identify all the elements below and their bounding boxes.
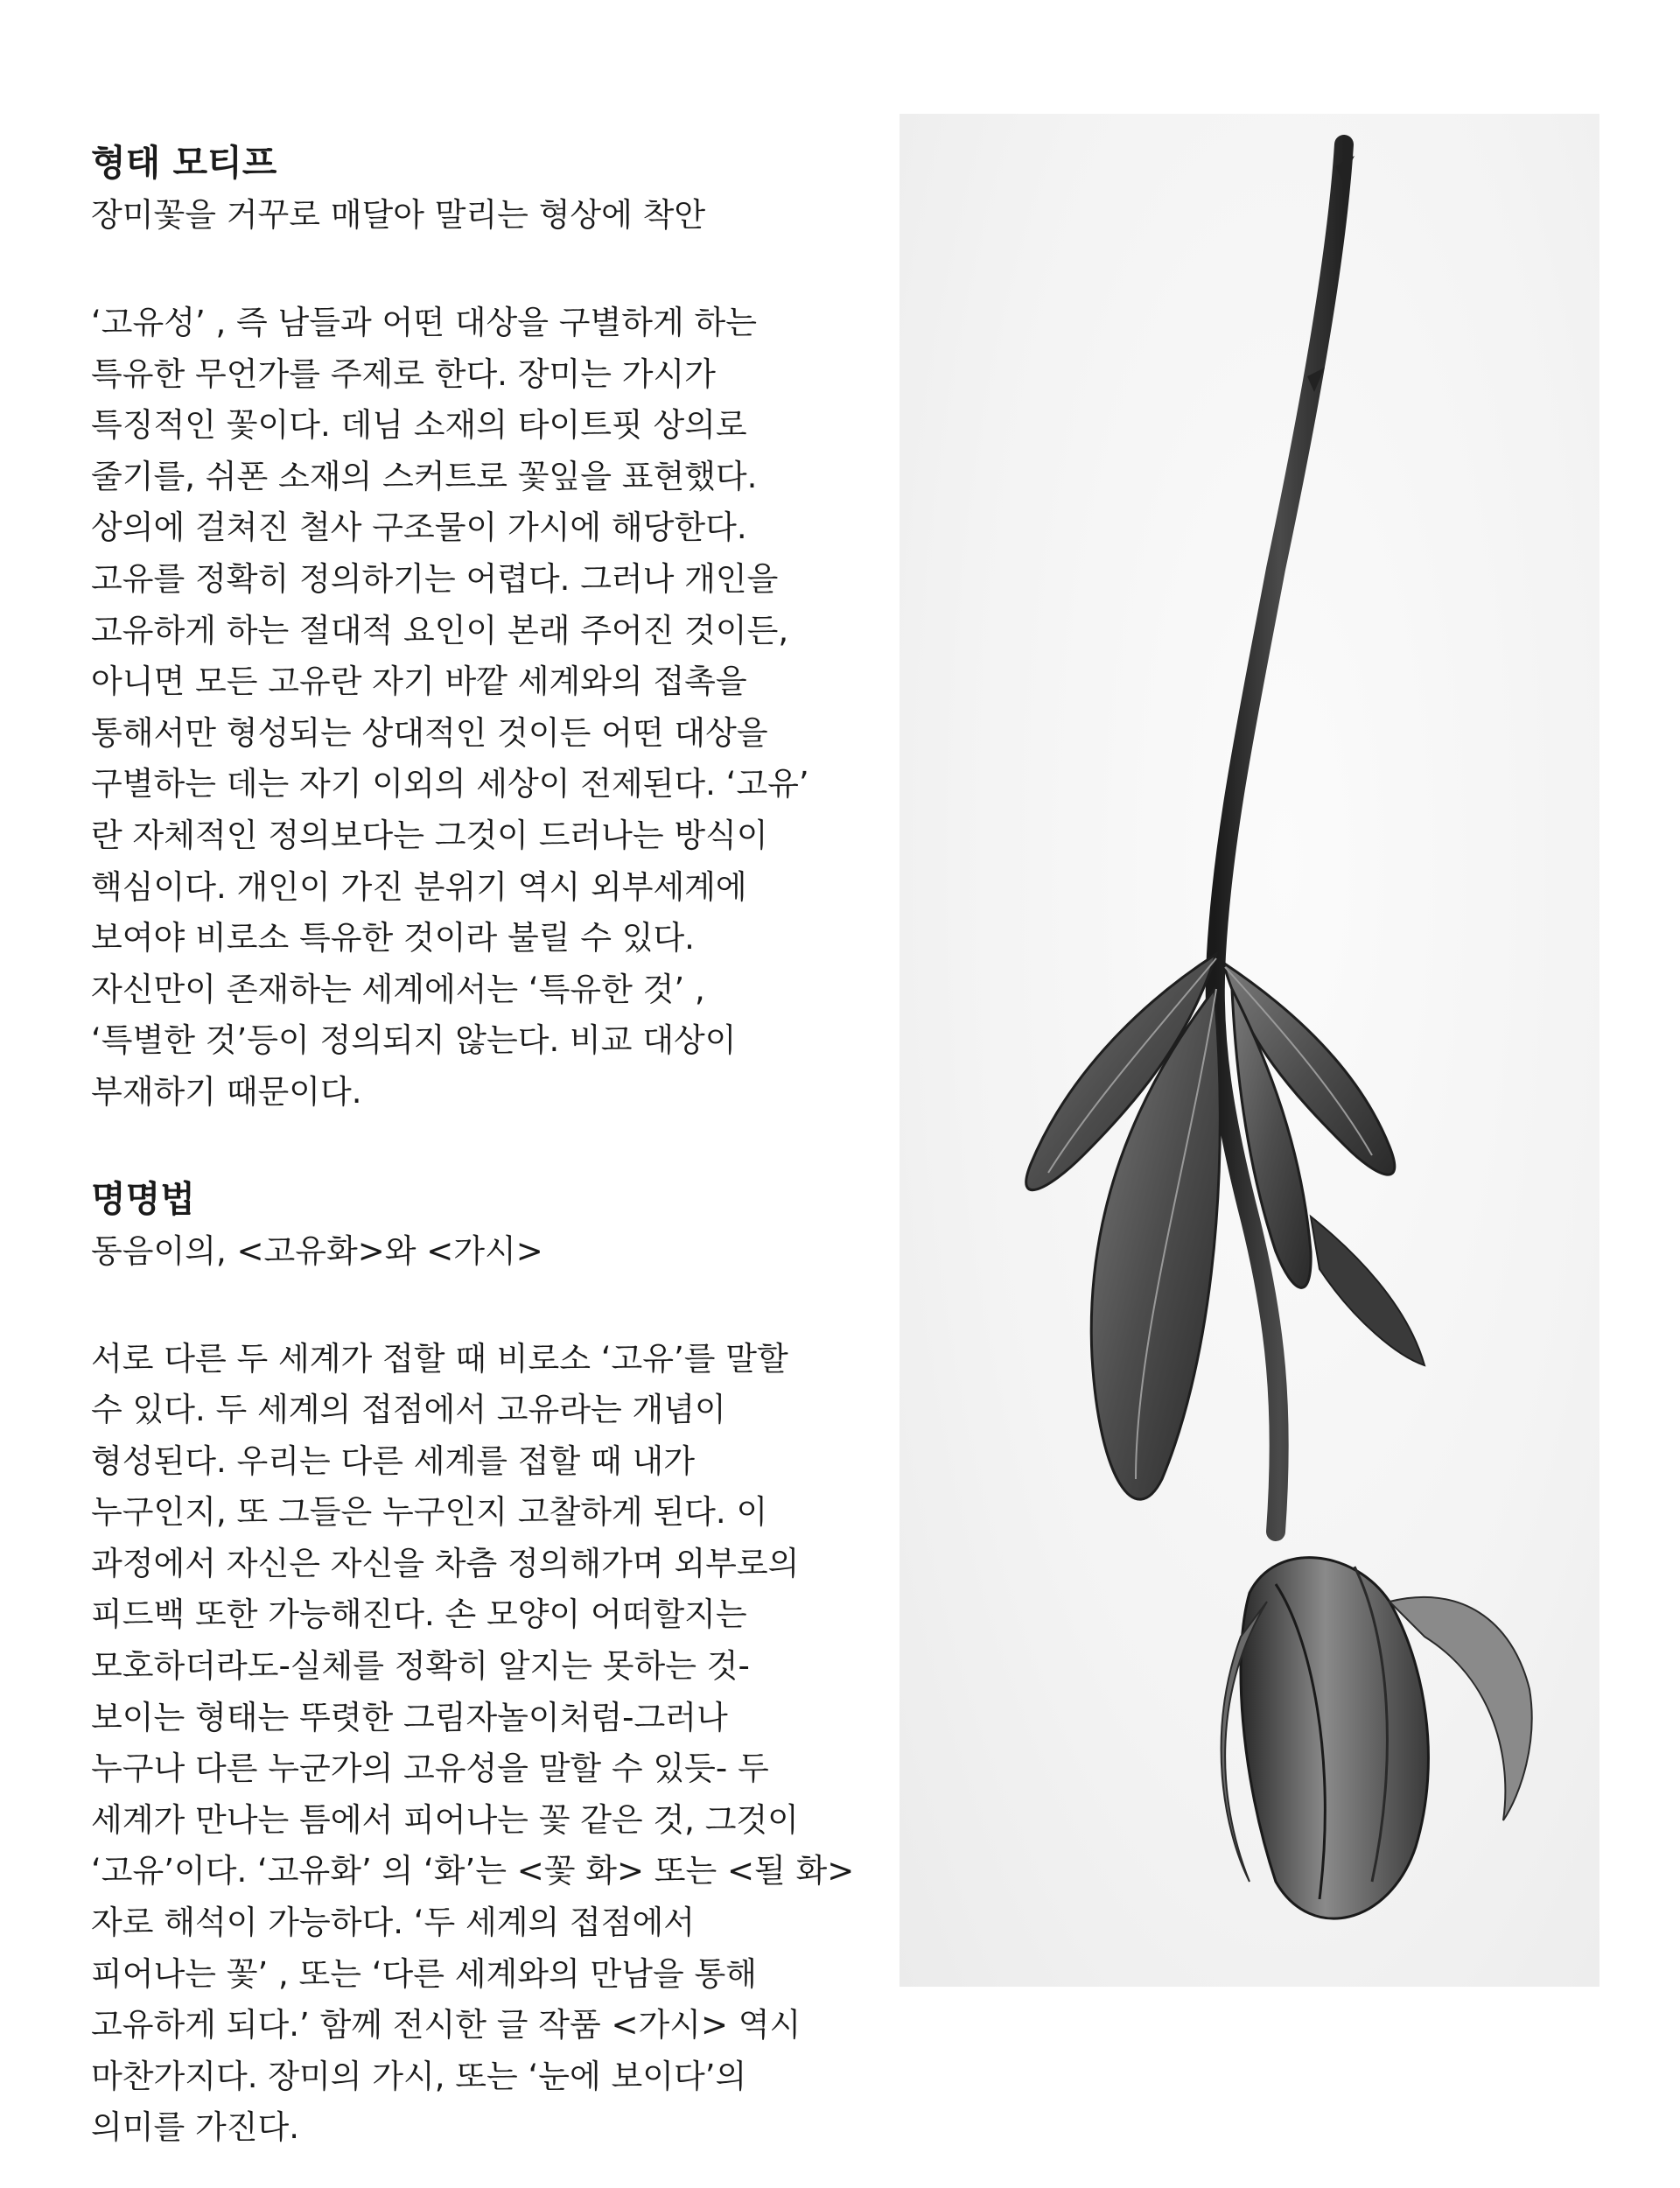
text-line: 통해서만 형성되는 상대적인 것이든 어떤 대상을 [91, 713, 768, 752]
text-line: 아니면 모든 고유란 자기 바깥 세계와의 접촉을 [91, 663, 747, 701]
text-line: 의미를 가진다. [91, 2108, 299, 2147]
text-line: 수 있다. 두 세계의 접점에서 고유라는 개념이 [91, 1391, 726, 1429]
text-line: 자로 해석이 가능하다. ‘두 세계의 접점에서 [91, 1904, 695, 1942]
text-line: 상의에 걸쳐진 철사 구조물이 가시에 해당한다. [91, 508, 747, 547]
section-title-form-motif: 형태 모티프 [91, 142, 277, 184]
text-line: 란 자체적인 정의보다는 그것이 드러나는 방식이 [91, 816, 768, 854]
text-line: 보여야 비로소 특유한 것이라 불릴 수 있다. [91, 919, 695, 957]
section-subtitle-form-motif: 장미꽃을 거꾸로 매달아 말리는 형상에 착안 [91, 196, 706, 234]
dried-rose-photo [900, 114, 1600, 1987]
text-line: 핵심이다. 개인이 가진 분위기 역시 외부세계에 [91, 867, 747, 906]
text-line: 세계가 만나는 틈에서 피어나는 꽃 같은 것, 그것이 [91, 1800, 799, 1839]
text-line: 줄기를, 쉬폰 소재의 스커트로 꽃잎을 표현했다. [91, 457, 758, 495]
text-line: 특징적인 꽃이다. 데님 소재의 타이트핏 상의로 [91, 406, 747, 445]
text-line: 자신만이 존재하는 세계에서는 ‘특유한 것’ , [91, 970, 705, 1008]
text-line: 고유하게 하는 절대적 요인이 본래 주어진 것이든, [91, 611, 789, 649]
text-line: 피어나는 꽃’ , 또는 ‘다른 세계와의 만남을 통해 [91, 1954, 757, 1993]
text-line: 보이는 형태는 뚜렷한 그림자놀이처럼-그러나 [91, 1698, 728, 1736]
paragraph-naming [91, 1334, 878, 2155]
text-line: 모호하더라도-실체를 정확히 알지는 못하는 것- [91, 1647, 750, 1686]
text-line: ‘고유성’ , 즉 남들과 어떤 대상을 구별하게 하는 [91, 304, 757, 341]
text-line: 부재하기 때문이다. [91, 1072, 362, 1111]
paragraph-form-motif [91, 298, 878, 1119]
text-line: 형성된다. 우리는 다른 세계를 접할 때 내가 [91, 1441, 695, 1480]
text-line: 누구인지, 또 그들은 누구인지 고찰하게 된다. 이 [91, 1493, 768, 1532]
text-line: 과정에서 자신은 자신을 차츰 정의해가며 외부로의 [91, 1544, 800, 1582]
section-subtitle-naming: 동음이의, <고유화>와 <가시> [91, 1231, 543, 1270]
text-line: 마찬가지다. 장미의 가시, 또는 ‘눈에 보이다’의 [91, 2057, 747, 2095]
text-line: 누구나 다른 누군가의 고유성을 말할 수 있듯- 두 [91, 1750, 769, 1788]
section-title-naming: 명명법 [91, 1177, 195, 1220]
text-line: 고유를 정확히 정의하기는 어렵다. 그러나 개인을 [91, 559, 779, 598]
text-line: 서로 다른 두 세계가 접할 때 비로소 ‘고유’를 말할 [91, 1339, 788, 1378]
rose-illustration [900, 114, 1600, 1987]
text-column [91, 137, 878, 2154]
text-line: 구별하는 데는 자기 이외의 세상이 전제된다. ‘고유’ [91, 765, 809, 803]
text-line: ‘고유’이다. ‘고유화’ 의 ‘화’는 <꽃 화> 또는 <될 화> [91, 1852, 855, 1890]
text-line: 고유하게 되다.’ 함께 전시한 글 작품 <가시> 역시 [91, 2006, 802, 2044]
text-line: 피드백 또한 가능해진다. 손 모양이 어떠할지는 [91, 1595, 747, 1634]
text-line: 특유한 무언가를 주제로 한다. 장미는 가시가 [91, 354, 716, 393]
text-line: ‘특별한 것’등이 정의되지 않는다. 비교 대상이 [91, 1021, 737, 1060]
